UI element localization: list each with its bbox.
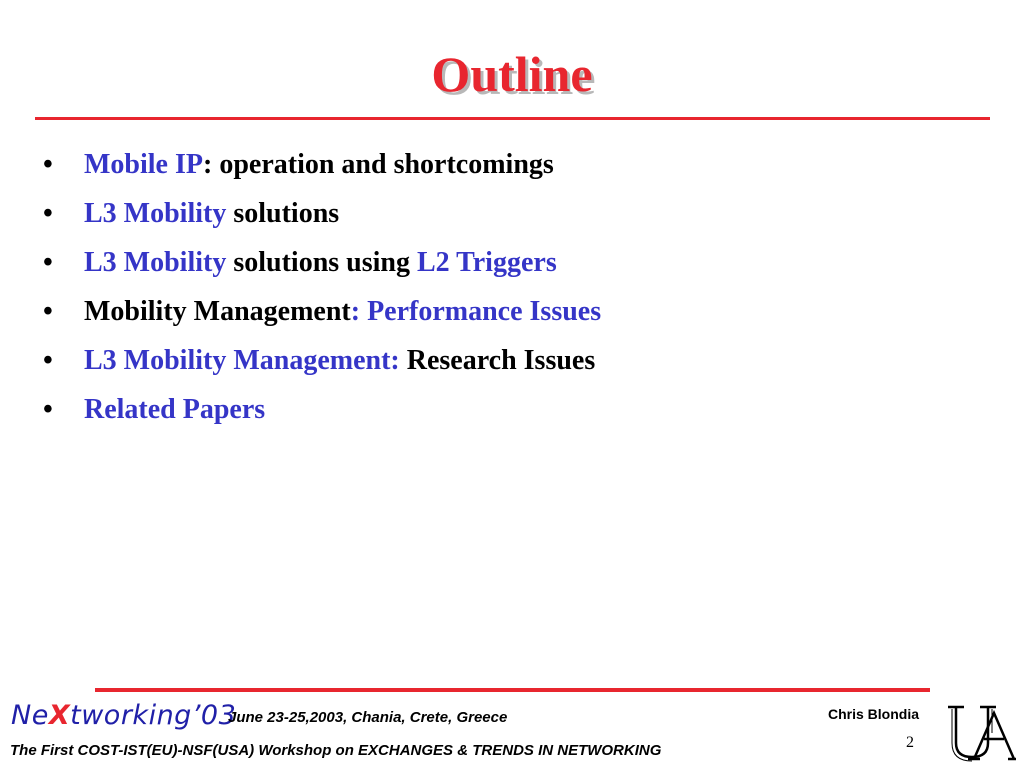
logo-text-x: X [48,700,71,731]
workshop-title: The First COST-IST(EU)-NSF(USA) Workshop on EXCHANGES & TRENDS IN NETWORKING [10,742,662,759]
bullet-list [40,140,1000,434]
logo-text-ne: Ne [11,700,49,731]
bullet-text-segment: L3 Mobility Management: [84,345,400,376]
bullet-item [40,238,1000,287]
title-divider [35,117,990,120]
bullet-text-segment: Research Issues [399,345,596,376]
bullet-point-icon: • [43,394,53,425]
bullet-text-segment: : operation and shortcomings [203,149,554,180]
bullet-item [40,140,1000,189]
ua-monogram-logo-icon [944,703,1018,763]
footer-divider [95,688,930,692]
bullet-point-icon: • [43,198,53,229]
bullet-item [40,189,1000,238]
bullet-text-segment: L2 Triggers [416,247,557,278]
bullet-text-segment: Mobility Management [84,296,351,327]
bullet-text-segment: L3 Mobility [84,247,227,278]
bullet-item [40,287,1000,336]
event-date: June 23-25,2003, Chania, Crete, Greece [228,709,508,726]
bullet-text-segment: L3 Mobility [84,198,227,229]
bullet-point-icon: • [43,149,53,180]
logo-text-tail: tworking’03 [70,700,237,731]
bullet-point-icon: • [43,345,53,376]
bullet-point-icon: • [43,247,53,278]
bullet-text-segment: solutions using [226,247,417,278]
bullet-text-segment: solutions [226,198,340,229]
bullet-text-segment: : Performance Issues [350,296,602,327]
page-number: 2 [906,734,914,751]
bullet-text-segment: Mobile IP [84,149,203,180]
bullet-text-segment: Related Papers [84,394,266,425]
author-name: Chris Blondia [828,706,920,722]
networking03-logo [11,699,236,733]
bullet-item [40,336,1000,385]
bullet-point-icon: • [43,296,53,327]
slide-title: Outline [431,46,593,102]
bullet-item [40,385,1000,434]
